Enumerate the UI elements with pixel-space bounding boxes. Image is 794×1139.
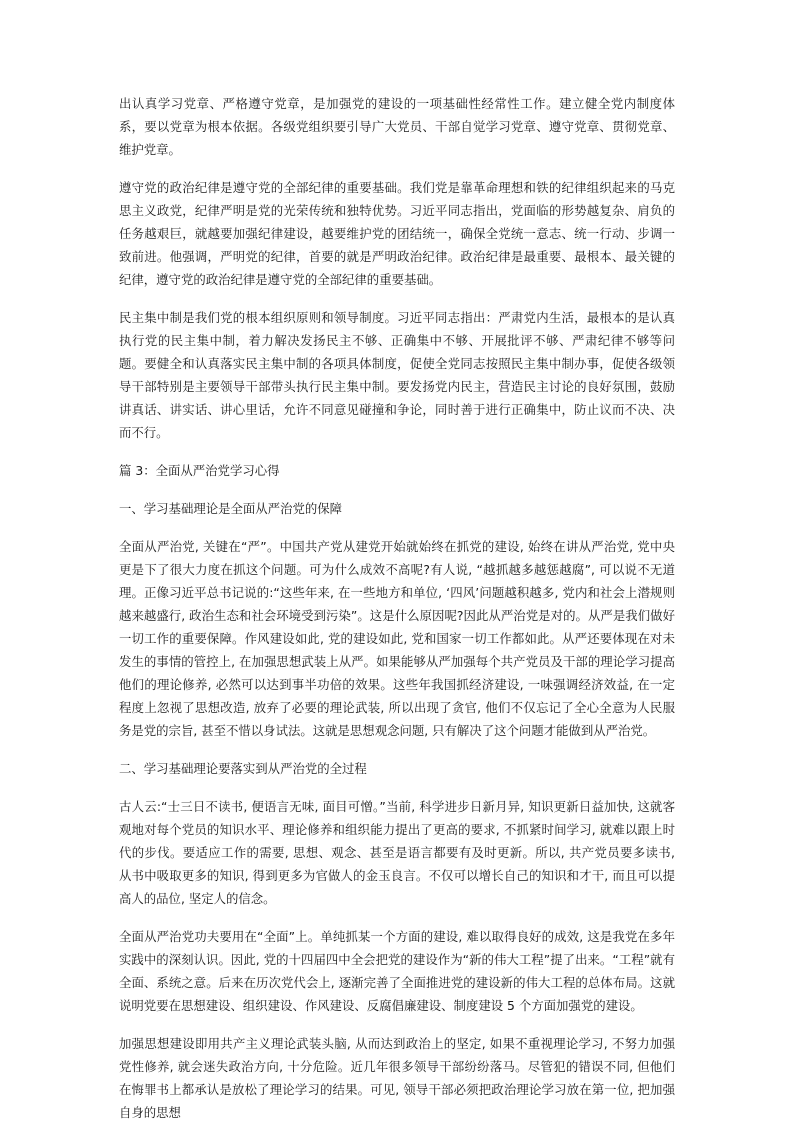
section-title-part-3: 篇 3：全面从严治党学习心得 xyxy=(119,463,280,478)
paragraph-comprehensive: 全面从严治党功夫要用在“全面”上。单纯抓某一个方面的建设, 难以取得良好的成效, 这是我党在多年实践中的深刻认识。因此, 党的十四届四中全会把党的建设作为“新的伟大工程”提了出来。“工程”就有全面、系统之意。后来在历次党代会上, 逐渐完善了全面推进党的建设新的伟大工程的总体布局。这就说明党要在思想建设、组织建设、作风建设、反腐倡廉建设、制度建设 5 个方面加强党的建设。 xyxy=(119,929,675,1013)
paragraph-key-is-strict: 全面从严治党, 关键在“严”。中国共产党从建党开始就始终在抓党的建设, 始终在讲从严治党, 党中央更是下了很大力度在抓这个问题。可为什么成效不高呢?有人说, “越抓越多越惩越腐”, 可以说不无道理。正像习近平总书记说的:“这些年来, 在一些地方和单位, ‘四风’问题越积越多, 党内和社会上潜规则越来越盛行, 政治生态和社会环境受到污染”。这是什么原因呢?因此从严治党是对的。从严是我们做好一切工作的重要保障。作风建设如此, 党的建设如此, 党和国家一切工作都如此。从严还要体现在对未发生的事情的管控上, 在加强思想武装上从严。如果能够从严加强每个共产党员及干部的理论学习提高他们的理论修养, 必然可以达到事半功倍的效果。这些年我国抓经济建设, 一味强调经济效益, 在一定程度上忽视了思想改造, 放弃了必要的理论武装, 所以出现了贪官, 他们不仅忘记了全心全意为人民服务是党的宗旨, 甚至不惜以身试法。这就是思想观念问题, 只有解决了这个问题才能做到从严治党。 xyxy=(119,539,675,738)
document-page xyxy=(119,92,675,1139)
paragraph-party-constitution: 出认真学习党章、严格遵守党章，是加强党的建设的一项基础性经常性工作。建立健全党内制度体系，要以党章为根本依据。各级党组织要引导广大党员、干部自觉学习党章、遵守党章、贯彻党章、维护党章。 xyxy=(119,96,675,157)
subheading-theory-guarantee: 一、学习基础理论是全面从严治党的保障 xyxy=(119,501,343,516)
paragraph-ideological-building: 加强思想建设即用共产主义理论武装头脑, 从而达到政治上的坚定, 如果不重视理论学习, 不努力加强党性修养, 就会迷失政治方向, 十分危险。近几年很多领导干部纷纷落马。尽管犯的错误不同, 但他们在悔罪书上都承认是放松了理论学习的结果。可见, 领导干部必须把政治理论学习放在第一位, 把加强自身的思想 xyxy=(119,1036,675,1120)
paragraph-democratic-centralism: 民主集中制是我们党的根本组织原则和领导制度。习近平同志指出：严肃党内生活，最根本的是认真执行党的民主集中制，着力解决发扬民主不够、正确集中不够、开展批评不够、严肃纪律不够等问题。要健全和认真落实民主集中制的各项具体制度，促使全党同志按照民主集中制办事，促使各级领导干部特别是主要领导干部带头执行民主集中制。要发扬党内民主，营造民主讨论的良好氛围，鼓励讲真话、讲实话、讲心里话，允许不同意见碰撞和争论，同时善于进行正确集中，防止议而不决、决而不行。 xyxy=(119,310,675,440)
subheading-theory-whole-process: 二、学习基础理论要落实到从严治党的全过程 xyxy=(119,761,367,776)
paragraph-political-discipline: 遵守党的政治纪律是遵守党的全部纪律的重要基础。我们党是靠革命理想和铁的纪律组织起来的马克思主义政党，纪律严明是党的光荣传统和独特优势。习近平同志指出，党面临的形势越复杂、肩负的任务越艰巨，就越要加强纪律建设，越要维护党的团结统一，确保全党统一意志、统一行动、步调一致前进。他强调，严明党的纪律，首要的就是严明政治纪律。政治纪律是最重要、最根本、最关键的纪律，遵守党的政治纪律是遵守党的全部纪律的重要基础。 xyxy=(119,180,675,287)
paragraph-ancient-saying: 古人云:“士三日不读书, 便语言无味, 面目可憎。”当前, 科学进步日新月异, 知识更新日益加快, 这就客观地对每个党员的知识水平、理论修养和组织能力提出了更高的要求, 不抓紧时间学习, 就难以跟上时代的步伐。要适应工作的需要, 思想、观念、甚至是语言都要有及时更新。所以, 共产党员要多读书, 从书中吸取更多的知识, 得到更多为官做人的金玉良言。不仅可以增长自己的知识和才干, 而且可以提高人的品位, 坚定人的信念。 xyxy=(119,799,675,906)
